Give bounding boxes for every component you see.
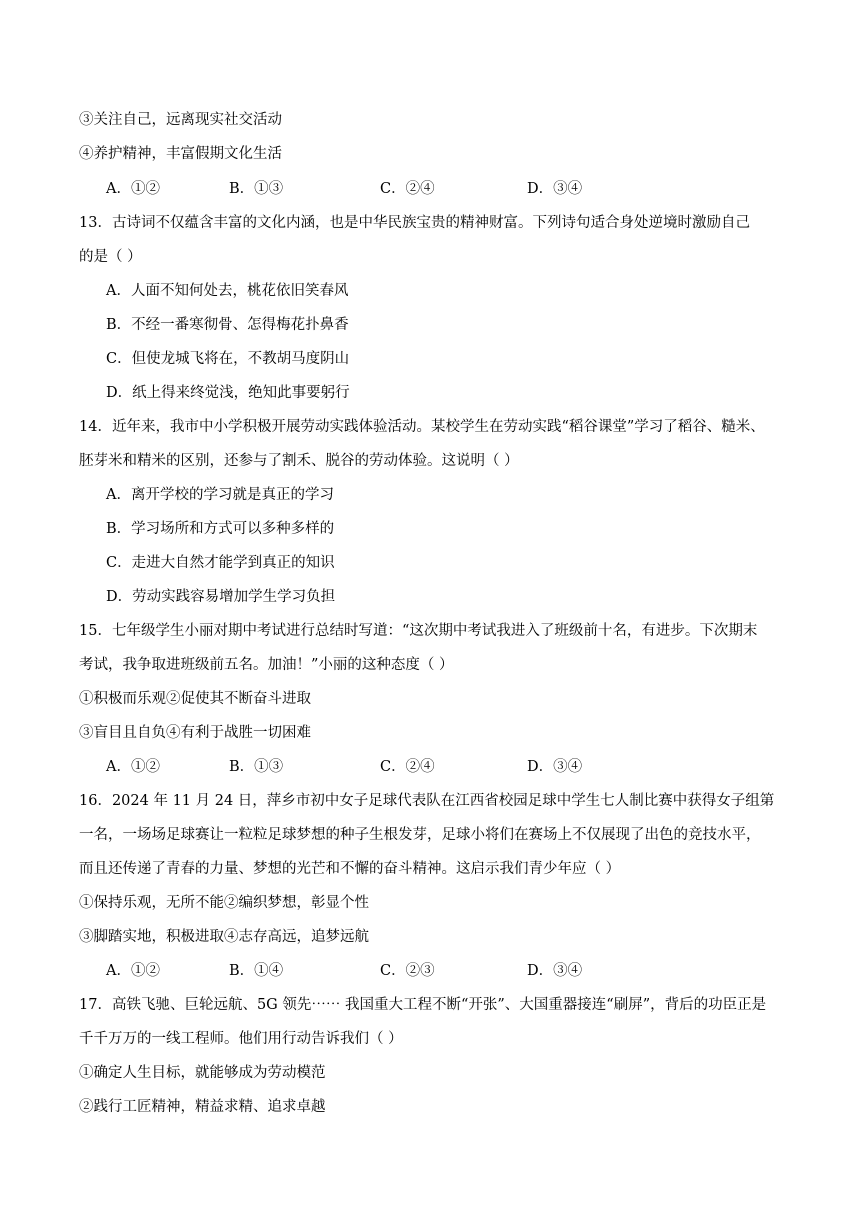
q16-stem: 16．2024 年 11 月 24 日，萍乡市初中女子足球代表队在江西省校园足球中学生七人制比赛中获得女子组第 [79,793,775,809]
q12-option-d: D．③④ [527,181,583,197]
q16-stem-cont-2: 而且还传递了青春的力量、梦想的光芒和不懈的奋斗精神。这启示我们青少年应（ ） [79,861,621,877]
q13-option-d: D．纸上得来终觉浅，绝知此事要躬行 [106,385,350,401]
q17-item-1: ①确定人生目标，就能够成为劳动模范 [79,1065,326,1081]
q13-stem-cont: 的是（ ） [79,249,142,265]
q15-option-a: A．①② [106,759,160,775]
q16-items-3-4: ③脚踏实地，积极进取④志存高远，追梦远航 [79,929,369,945]
q13-option-c: C．但使龙城飞将在，不教胡马度阴山 [106,351,350,367]
q15-option-c: C．②④ [380,759,435,775]
q16-stem-cont-1: 一名，一场场足球赛让一粒粒足球梦想的种子生根发芽，足球小将们在赛场上不仅展现了出色的竞技水平， [79,827,761,843]
q15-option-d: D．③④ [527,759,583,775]
q15-items-3-4: ③盲目且自负④有利于战胜一切困难 [79,725,311,741]
q12-option-a: A．①② [106,181,160,197]
q14-option-c: C．走进大自然才能学到真正的知识 [106,555,335,571]
q15-items-1-2: ①积极而乐观②促使其不断奋斗进取 [79,691,311,707]
q16-option-a: A．①② [106,963,160,979]
q12-option-c: C．②④ [380,181,435,197]
q15-stem: 15．七年级学生小丽对期中考试进行总结时写道：“这次期中考试我进入了班级前十名，有进步。下次期末 [79,623,758,639]
q14-option-d: D．劳动实践容易增加学生学习负担 [106,589,336,605]
q12-item-4: ④养护精神，丰富假期文化生活 [79,146,282,162]
q17-stem-cont: 千千万万的一线工程师。他们用行动告诉我们（ ） [79,1031,403,1047]
q17-stem: 17．高铁飞驰、巨轮远航、5G 领先⋯⋯ 我国重大工程不断“开张”、大国重器接连“刷屏”，背后的功臣正是 [79,997,767,1013]
q14-stem-cont: 胚芽米和精米的区别，还参与了割禾、脱谷的劳动体验。这说明（ ） [79,453,519,469]
q15-option-b: B．①③ [229,759,284,775]
q14-option-b: B．学习场所和方式可以多种多样的 [106,521,335,537]
q14-stem: 14．近年来，我市中小学积极开展劳动实践体验活动。某校学生在劳动实践“稻谷课堂”学习了稻谷、糙米、 [79,419,765,435]
q13-stem: 13．古诗词不仅蕴含丰富的文化内涵，也是中华民族宝贵的精神财富。下列诗句适合身处逆境时激励自己 [79,215,750,231]
q17-item-2: ②践行工匠精神，精益求精、追求卓越 [79,1099,326,1115]
q14-option-a: A．离开学校的学习就是真正的学习 [106,487,334,503]
q16-items-1-2: ①保持乐观，无所不能②编织梦想，彰显个性 [79,895,369,911]
q12-item-3: ③关注自己，远离现实社交活动 [79,112,282,128]
q16-option-c: C．②③ [380,963,435,979]
q13-option-b: B．不经一番寒彻骨、怎得梅花扑鼻香 [106,317,349,333]
q15-stem-cont: 考试，我争取进班级前五名。加油！”小丽的这种态度（ ） [79,657,454,673]
q16-option-b: B．①④ [229,963,284,979]
q16-option-d: D．③④ [527,963,583,979]
q12-option-b: B．①③ [229,181,284,197]
q13-option-a: A．人面不知何处去，桃花依旧笑春风 [106,283,349,299]
